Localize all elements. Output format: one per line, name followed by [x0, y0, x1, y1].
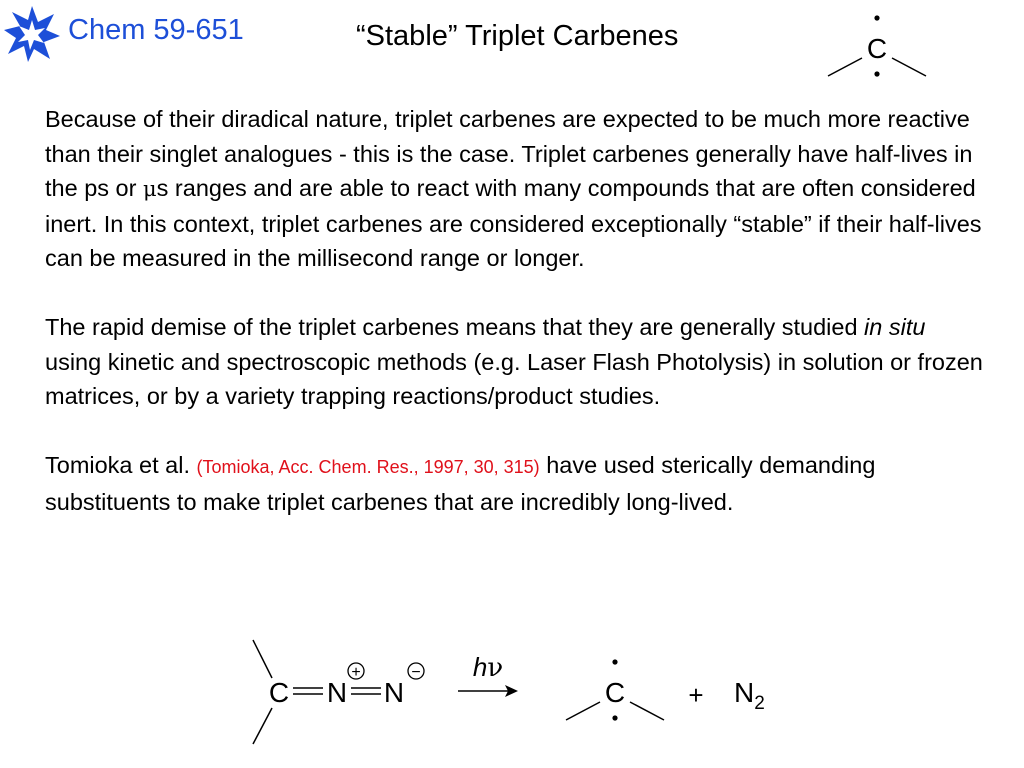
- radical-dot-bottom: [874, 71, 879, 76]
- mu-symbol: μ: [142, 177, 157, 201]
- diazo-nitrogen-1-label: N: [326, 677, 348, 708]
- carbene-atom-label: C: [866, 33, 888, 64]
- reaction-scheme: [0, 630, 1024, 760]
- slide-title: “Stable” Triplet Carbenes: [356, 20, 679, 52]
- paragraph3-part2: have used sterically demanding substituents to make triplet carbenes that are incredibly long-lived.: [45, 452, 876, 515]
- bond-left: [828, 58, 862, 76]
- paragraph1-part2: s ranges and are able to react with many compounds that are often considered inert. In this context, triplet carbenes are considered exceptionally “stable” if their half-lives can be measured in the millisecond range or longer.: [45, 175, 982, 271]
- paragraph2-part2: using kinetic and spectroscopic methods (e.g. Laser Flash Photolysis) in solution or frozen matrices, or by a variety trapping reactions/product studies.: [45, 348, 983, 409]
- product-carbon-label: C: [604, 677, 626, 708]
- paragraph-tomioka: [45, 448, 985, 519]
- frequency-nu: ν: [487, 653, 504, 683]
- product-radical-dot-bottom: [612, 715, 617, 720]
- bond-right: [892, 58, 926, 76]
- negative-charge-sign: −: [411, 664, 421, 681]
- diazo-bond-upper: [253, 640, 272, 678]
- diazo-nitrogen-2-label: N: [383, 677, 405, 708]
- nitrogen-symbol: N: [734, 677, 755, 708]
- nitrogen-byproduct: [734, 677, 765, 714]
- plus-sign: +: [688, 680, 704, 710]
- paragraph-reactivity: [45, 102, 985, 276]
- paragraph2-part1: The rapid demise of the triplet carbenes means that they are generally studied: [45, 314, 865, 340]
- paragraph3-part1: Tomioka et al.: [45, 452, 197, 478]
- planck-h: h: [472, 652, 488, 682]
- paragraph1-part1: Because of their diradical nature, triplet carbenes are expected to be much more reactive than their singlet analogues - this is the case. Triplet carbenes generally have half-lives in the ps or: [45, 106, 973, 201]
- photolysis-condition: [473, 652, 503, 683]
- product-bond-left: [566, 702, 600, 720]
- radical-dot-top: [874, 15, 879, 20]
- diazo-bond-lower: [253, 708, 272, 744]
- course-code: Chem 59-651: [68, 14, 244, 46]
- product-radical-dot-top: [612, 659, 617, 664]
- literature-reference: (Tomioka, Acc. Chem. Res., 1997, 30, 315): [196, 457, 540, 477]
- body-text: [45, 102, 985, 554]
- paragraph-study-methods: [45, 310, 985, 414]
- in-situ-text: in situ: [864, 314, 926, 340]
- nitrogen-subscript: 2: [754, 693, 765, 714]
- product-bond-right: [630, 702, 664, 720]
- triplet-carbene-structure: [820, 8, 932, 80]
- positive-charge-sign: +: [351, 664, 361, 681]
- diazo-carbon-label: C: [268, 677, 290, 708]
- maple-leaf-star-icon: [2, 4, 62, 64]
